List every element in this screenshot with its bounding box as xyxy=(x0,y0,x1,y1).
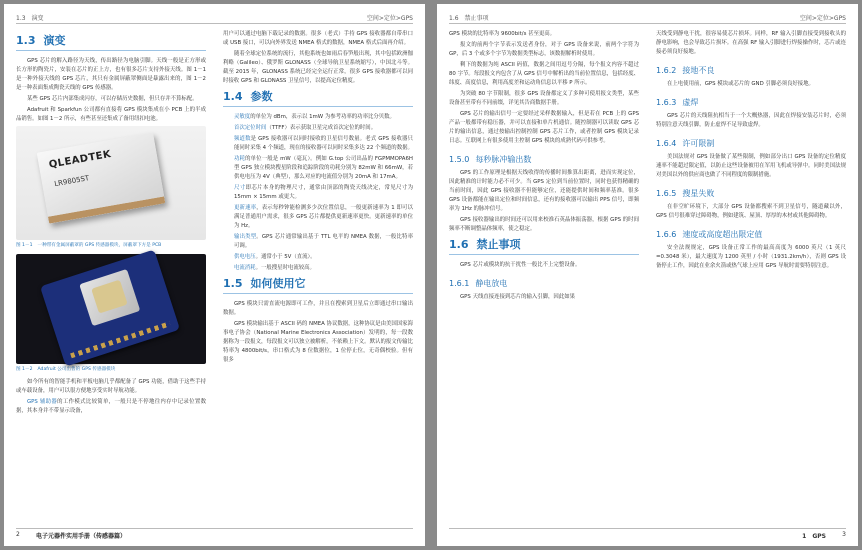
figure-gps-board-photo xyxy=(16,254,206,364)
paragraph: GPS 芯片的解入路径为天线，传出路径为电脑引脚。天线一般是正方形或长方形的陶瓷片，安装在芯片的正上方，也有很多芯片支持外接天线。图 1－1 是一种外接天线的 GPS 芯片，其只有金属屏蔽罩侧面是暴露出来的，图 1－2 是一种表面集成陶瓷天线的 GPS 传感器。 xyxy=(16,58,206,91)
module-brand-label: QLEADTEK xyxy=(48,148,113,171)
param-keyword: 功耗 xyxy=(234,156,246,162)
param-text: 。GPS 芯片通常输出基于 TTL 电平的 NMEA 数据，一般比特率可调。 xyxy=(234,234,413,249)
section-heading xyxy=(449,238,639,255)
param-item xyxy=(223,233,413,251)
section-number: 1.5 xyxy=(223,277,243,290)
paragraph: 在上电使用前，GPS 模块或芯片的 GND 引脚必须良好接地。 xyxy=(667,81,814,87)
right-page xyxy=(437,4,858,546)
subsection-number: 1.6.1 xyxy=(449,279,470,288)
subsection-number: 1.6.6 xyxy=(656,230,677,239)
param-item xyxy=(223,124,413,133)
section-title: 演变 xyxy=(43,34,66,47)
page-footer xyxy=(16,528,413,538)
subsection-title: 静电放电 xyxy=(475,279,508,288)
section-number: 1.3 xyxy=(16,34,36,47)
param-text: ，表示每秒钟能检测多少次位置信息，一般更新速率为 1 即可以满足普通用户需求，很多 GPS 芯片都提供更新速率更快。更新速率的单位为 Hz。 xyxy=(234,205,413,229)
param-keyword: 更新速率 xyxy=(234,205,257,211)
param-keyword: 尺寸 xyxy=(234,185,246,191)
param-item xyxy=(223,113,413,122)
param-keyword: 电流消耗 xyxy=(234,265,256,271)
subsection-title: 虚焊 xyxy=(682,98,699,107)
section-heading xyxy=(223,277,413,294)
paragraph-text: 的工作模式比较简单，一般只是不停地往内存中记录位置数据，其本身并不带显示设备， xyxy=(16,399,206,414)
section-title: 参数 xyxy=(250,90,273,103)
paragraph: 报文的前两个字节表示发送者身份，对于 GPS 设备来说，前两个字符为 GP，后 3 个或多个字节为数据类型标志，该数据解析时使用。 xyxy=(449,42,639,57)
paragraph: 某些 GPS 芯片内部集成闪存，可以存储历史数据，但只存并不算标配。 xyxy=(27,96,198,102)
subsection-heading xyxy=(656,138,846,149)
param-item xyxy=(223,155,413,182)
paragraph: 剩下的数据为纯 ASCII 码值，数据之间用逗号分隔，每个报文内容不超过 80 字节。每段报文内包含了从 GPS 信号中解析出的当前位置信息，包括经度、纬度、高度信息，利用高度差和运动角信息以平移 P 所示。 xyxy=(449,62,639,86)
param-keyword: 供电电压 xyxy=(234,254,256,260)
left-column-2 xyxy=(223,30,413,367)
section-number: 1.6 xyxy=(449,238,469,251)
section-heading xyxy=(16,34,206,51)
param-keyword: 频道数 xyxy=(234,136,251,142)
figure-caption xyxy=(16,242,206,249)
subsection-heading xyxy=(656,65,846,76)
param-text: 是 GPS 接收器可以同时接收的卫星信号数量。老式 GPS 接收器只能同时采集 4 个频道，现在的接收器可以同时采集多达 22 个频道的数据。 xyxy=(234,136,413,151)
subsection-heading xyxy=(656,229,846,240)
paragraph xyxy=(16,398,206,416)
param-text: 的单位一般是 mW（毫瓦）。例如 G.top 公司出品的 FGPMMOPA6H 型 GPS 独立模块搜星阶段和追踪阶段的功耗分别为 82mW 和 66mW，若供电电压为 4V（典型），那么对应的电流值分别为 20mA 和 17mA。 xyxy=(234,156,413,180)
gps-module-image xyxy=(37,132,166,223)
paragraph: GPS 天线直接连接到芯片的输入引脚，因此如果 xyxy=(460,294,575,300)
paragraph: 天线受到静电干扰，很容易使芯片损坏。同样，RF 输入引脚直接受到接收头的静电影响，也会导致芯片损坏。在高强 RF 输入引脚进行焊接操作时，芯片或连接必须良好接地。 xyxy=(656,31,846,55)
paragraph: GPS 芯片的天线阻抗相当于一个大概热器，因此在焊接安装芯片时，必须特别注意天线引脚，防止虚焊不足导致虚焊。 xyxy=(656,113,846,128)
paragraph: 为突破 80 字节限制，很多 GPS 设备都定义了多种可使用报文类型，某些设备甚至带有不同前缀，详见其告商数据手册。 xyxy=(449,91,639,106)
running-head xyxy=(16,12,413,24)
figure-caption xyxy=(16,366,206,373)
running-head-section: 1.3 演变 xyxy=(16,15,44,22)
book-title: 电子元器件实用手册（传感器篇） xyxy=(36,533,127,540)
param-item xyxy=(223,264,413,273)
paragraph: 用户可以通过电脑下载记录的数据。很多（老式）手持 GPS 接收器都自带串口或 USB 接口，可以向外界发送 NMEA 格式的数据，NMEA 格式后面再介绍。 xyxy=(223,31,413,46)
paragraph: Adafruit 和 Sparkfun 公司都有直接将 GPS 模块集成在小 PCB 上的半成品销售。如图 1－2 所示，有些甚至还集成了备用纽扣电池。 xyxy=(16,107,206,122)
running-head-path: 空间>定位>GPS xyxy=(799,15,846,22)
chapter-label: 1 GPS xyxy=(802,533,826,540)
subsection-title: 搜星失败 xyxy=(682,189,715,198)
module-model-label: LR9805ST xyxy=(53,174,90,189)
paragraph: 如今所有的智能手机和平板电脑几乎都配备了 GPS 功能，借助于这些手持或车载设备，用户可以很方便地享受实时导航功能。 xyxy=(16,379,206,394)
paragraph: 美国法规对 GPS 设备做了某些限制，例如部分出口 GPS 设备的定位精度速率不能超过限定值，以防止这些设备被用在军用飞机或导弹中。同时美国法规对美国以外的供应商也做了不同程度的限制措施。 xyxy=(656,154,846,178)
gps-breakout-board-image xyxy=(40,250,180,367)
header-pins xyxy=(70,321,170,358)
subsection-title: 许可限制 xyxy=(682,139,715,148)
param-item xyxy=(223,204,413,231)
paragraph: 安全法规规定，GPS 设备正常工作的最高高度为 6000 英尺（1 英尺 =0.3048 米），最大速度为 1200 英里 / 小时（1931.2km/h），否则 GPS 设备停止工作，因此在业余火箭或热气球上应用 GPS 导航时需要特别注意。 xyxy=(656,245,846,269)
paragraph: GPS 芯片或模块的抗干扰性一般比不上完整设备。 xyxy=(460,262,581,268)
param-text: （TTFF）表示获取卫星完成首次定位的时间。 xyxy=(266,125,377,131)
param-keyword: 首次定位时间 xyxy=(234,125,267,131)
paragraph: 在非空旷环境下，大部分 GPS 设备都搜索不到卫星信号，隧道藏以外，GPS 信号很难穿过障碍物，例如建筑、屋顶、厚厚的木材或其他障碍物。 xyxy=(656,204,846,219)
running-head-path: 空间>定位>GPS xyxy=(366,15,413,22)
subsection-heading xyxy=(449,278,639,289)
right-column-1 xyxy=(449,30,639,304)
figure-gps-module-photo xyxy=(16,126,206,240)
paragraph: GPS 模块的比特率为 9600bit/s 甚至更高。 xyxy=(449,31,556,37)
param-item xyxy=(223,135,413,153)
paragraph: GPS 模块只需直流电源即可工作，并且在搜索到卫星后立即通过串口输出数据。 xyxy=(223,301,413,316)
paragraph: 随着全球定位系统的流行，其他系统也如雨后春笋般出现，其中包括欧洲伽利略（Galileo）、俄罗斯 GLONASS（全球导航卫星系统缩写），中国北斗等。截至 2015 年，GLONASS 系统已经完全运行正常，很多 GPS 接收器都可以同时接收 GPS 和 GLONASS 卫星信号，以提高定位精度。 xyxy=(223,51,413,84)
section-heading xyxy=(223,90,413,107)
paragraph: GPS 芯片的输出信号一定要经过采样数据输入，但是若在 PCB 上的 GPS 产品一般都带有稳压器，并可以直接和单片机通信。随控制器可以读取 GPS 芯片的输出信息，通过按输出控制控制 GPS 芯片工作，或者控制 GPS 模块记录日志。互联网上有很多使用主控制 GPS 模块的成熟代码可供参考。 xyxy=(449,111,639,144)
left-column-1 xyxy=(16,30,206,418)
section-title: 禁止事项 xyxy=(476,238,521,251)
param-item xyxy=(223,184,413,202)
subsection-number: 1.5.0 xyxy=(449,155,470,164)
param-text: 。一般搜星时电流较高。 xyxy=(255,265,315,271)
section-number: 1.4 xyxy=(223,90,243,103)
page-number: 3 xyxy=(842,531,846,538)
param-keyword: 灵敏度 xyxy=(234,114,251,120)
keyword: GPS 辅助器 xyxy=(27,399,58,405)
param-text: 的单位为 dBm，表示以 1mW 为参考功率的功率比分贝数。 xyxy=(250,114,395,120)
subsection-number: 1.6.4 xyxy=(656,139,677,148)
page-number: 2 xyxy=(16,531,20,538)
subsection-number: 1.6.5 xyxy=(656,189,677,198)
figure-number: 图 1－1 xyxy=(16,243,33,248)
param-text: 。通常小于 5V（直流）。 xyxy=(255,254,316,260)
subsection-title: 每秒脉冲输出数 xyxy=(475,155,532,164)
running-head-section: 1.6 禁止事项 xyxy=(449,15,489,22)
subsection-heading xyxy=(656,188,846,199)
param-text: 即芯片本身的物理尺寸，通常由顶部的陶瓷天线决定，常见尺寸为 15mm × 15mm 或更大。 xyxy=(234,185,413,200)
figure-number: 图 1－2 xyxy=(16,367,33,372)
paragraph: GPS 的工作原理是根据天线收得的传播时间推算出距离，进而实现定位，因此精准的计时能力必不可少。当 GPS 定位到当前位置时，同时也获得精确的当前时间，因此 GPS 接收器不但能够定位，还能提供时间和频率基准。很多 GPS 设备都能在输出定位和时间信息，还有的接收器可以输出 PPS 信号，即频率为 1Hz 的脉冲信号。 xyxy=(449,170,639,212)
paragraph: GPS 模块输出基于 ASCII 码的 NMEA 协议数据，这种协议是由美国国家海事电子协会（National Marine Electronics Association）发明的，每一段数据称为一段报文，每段报文可以独立被解析，不依赖上下文。默认的报文传输比特率为 4800bit/s，串口格式为 8 位数据位，1 位停止位，无奇偶校验。但有很多 xyxy=(223,321,413,363)
left-page xyxy=(4,4,425,546)
right-column-2 xyxy=(656,30,846,273)
subsection-title: 速度或高度超出限定值 xyxy=(682,230,763,239)
running-head xyxy=(449,12,846,24)
subsection-number: 1.6.2 xyxy=(656,66,677,75)
figure-caption-text: 一种带有金属屏蔽罩的 GPS 传感器模块，屏蔽罩下方是 PCB xyxy=(37,243,162,248)
subsection-heading xyxy=(449,154,639,165)
subsection-title: 接地不良 xyxy=(682,66,715,75)
subsection-heading xyxy=(656,97,846,108)
section-title: 如何使用它 xyxy=(250,277,306,290)
figure-caption-text: Adafruit 公司出售的 GPS 传感器模块 xyxy=(37,367,116,372)
param-keyword: 输出类型 xyxy=(234,234,257,240)
param-item xyxy=(223,253,413,262)
page-footer xyxy=(449,528,846,538)
subsection-number: 1.6.3 xyxy=(656,98,677,107)
paragraph: GPS 接收器输出的时间还可以用来校准石英晶体振荡器，根据 GPS 的时间频率不断调整晶体频率，使之稳定。 xyxy=(449,217,639,232)
